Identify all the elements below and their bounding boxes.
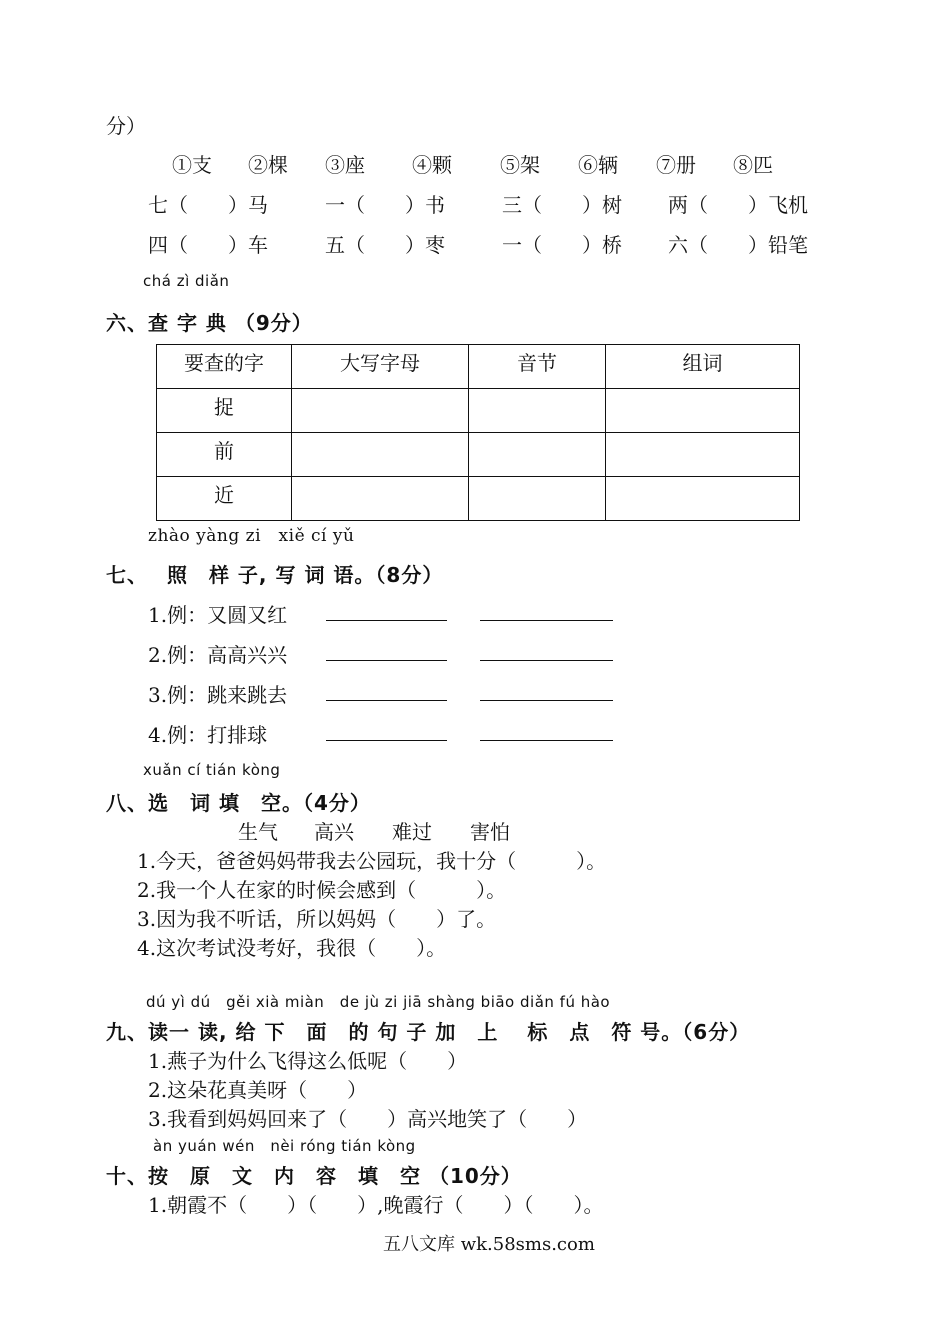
measure-word-option: ⑤架 — [500, 153, 540, 177]
measure-word-blank: 三（ ）树 — [502, 193, 622, 217]
q5-tail: 分） — [106, 114, 146, 138]
measure-word-blank: 四（ ）车 — [148, 233, 268, 257]
fill-sentence: 3.因为我不听话，所以妈妈（ ）了。 — [137, 907, 497, 931]
q8-pinyin: xuǎn cí tián kòng — [143, 761, 281, 779]
table-row — [157, 477, 800, 521]
measure-word-blank: 两（ ）飞机 — [668, 193, 808, 217]
measure-word-blank: 六（ ）铅笔 — [668, 233, 808, 257]
q7-pinyin: zhào yàng zi xiě cí yǔ — [148, 526, 355, 546]
answer-cell[interactable] — [469, 477, 606, 521]
answer-line[interactable] — [480, 620, 613, 621]
answer-cell[interactable] — [292, 477, 469, 521]
q6-pinyin: chá zì diǎn — [143, 272, 230, 290]
example-item: 1.例：又圆又红 — [148, 603, 288, 627]
measure-word-blank: 五（ ）枣 — [325, 233, 445, 257]
answer-line[interactable] — [480, 700, 613, 701]
fill-sentence: 4.这次考试没考好，我很（ ）。 — [137, 936, 447, 960]
table-header-row — [157, 345, 800, 389]
answer-cell[interactable] — [606, 389, 800, 433]
measure-word-option: ②棵 — [248, 153, 288, 177]
answer-line[interactable] — [326, 620, 447, 621]
recite-sentence: 1.朝霞不（ ）（ ）,晚霞行（ ）（ ）。 — [148, 1193, 604, 1217]
punctuation-sentence: 3.我看到妈妈回来了（ ）高兴地笑了（ ） — [148, 1107, 588, 1131]
answer-line[interactable] — [480, 660, 613, 661]
q6-title: 六、查 字 典 （9分） — [106, 311, 313, 335]
lookup-char: 前 — [157, 433, 292, 477]
q8-title: 八、选 词 填 空。（4分） — [106, 791, 371, 815]
table-header-cell: 要查的字 — [157, 345, 292, 389]
punctuation-sentence: 1.燕子为什么飞得这么低呢（ ） — [148, 1049, 468, 1073]
answer-cell[interactable] — [292, 433, 469, 477]
answer-cell[interactable] — [606, 477, 800, 521]
table-header-cell: 组词 — [606, 345, 800, 389]
table-header-cell: 大写字母 — [292, 345, 469, 389]
dictionary-table — [156, 344, 800, 521]
answer-cell[interactable] — [469, 433, 606, 477]
example-item: 4.例：打排球 — [148, 723, 268, 747]
answer-line[interactable] — [326, 660, 447, 661]
answer-cell[interactable] — [469, 389, 606, 433]
answer-line[interactable] — [326, 700, 447, 701]
word-choice: 害怕 — [470, 820, 510, 844]
word-choice: 生气 — [238, 820, 278, 844]
word-choice: 难过 — [392, 820, 432, 844]
measure-word-option: ⑦册 — [656, 153, 696, 177]
measure-word-blank: 一（ ）书 — [325, 193, 445, 217]
footer-watermark: 五八文库 wk.58sms.com — [383, 1234, 595, 1255]
measure-word-option: ⑥辆 — [578, 153, 618, 177]
measure-word-option: ①支 — [172, 153, 212, 177]
measure-word-blank: 七（ ）马 — [148, 193, 268, 217]
answer-line[interactable] — [326, 740, 447, 741]
measure-word-option: ④颗 — [412, 153, 452, 177]
table-row — [157, 433, 800, 477]
example-item: 3.例：跳来跳去 — [148, 683, 288, 707]
answer-cell[interactable] — [606, 433, 800, 477]
word-choice: 高兴 — [314, 820, 354, 844]
q9-pinyin: dú yì dú gěi xià miàn de jù zi jiā shàng biāo diǎn fú hào — [146, 993, 611, 1011]
q7-title: 七、 照 样 子, 写 词 语。（8分） — [106, 563, 444, 587]
measure-word-option: ③座 — [325, 153, 365, 177]
punctuation-sentence: 2.这朵花真美呀（ ） — [148, 1078, 368, 1102]
measure-word-blank: 一（ ）桥 — [502, 233, 622, 257]
measure-word-option: ⑧匹 — [733, 153, 773, 177]
answer-line[interactable] — [480, 740, 613, 741]
lookup-char: 近 — [157, 477, 292, 521]
lookup-char: 捉 — [157, 389, 292, 433]
table-header-cell: 音节 — [469, 345, 606, 389]
q10-pinyin: àn yuán wén nèi róng tián kòng — [153, 1137, 416, 1155]
q10-title: 十、按 原 文 内 容 填 空 （10分） — [106, 1164, 522, 1188]
example-item: 2.例：高高兴兴 — [148, 643, 288, 667]
answer-cell[interactable] — [292, 389, 469, 433]
fill-sentence: 1.今天，爸爸妈妈带我去公园玩，我十分（ ）。 — [137, 849, 607, 873]
q9-title: 九、读一 读, 给 下 面 的 句 子 加 上 标 点 符 号。（6分） — [106, 1020, 751, 1044]
table-row — [157, 389, 800, 433]
fill-sentence: 2.我一个人在家的时候会感到（ ）。 — [137, 878, 507, 902]
